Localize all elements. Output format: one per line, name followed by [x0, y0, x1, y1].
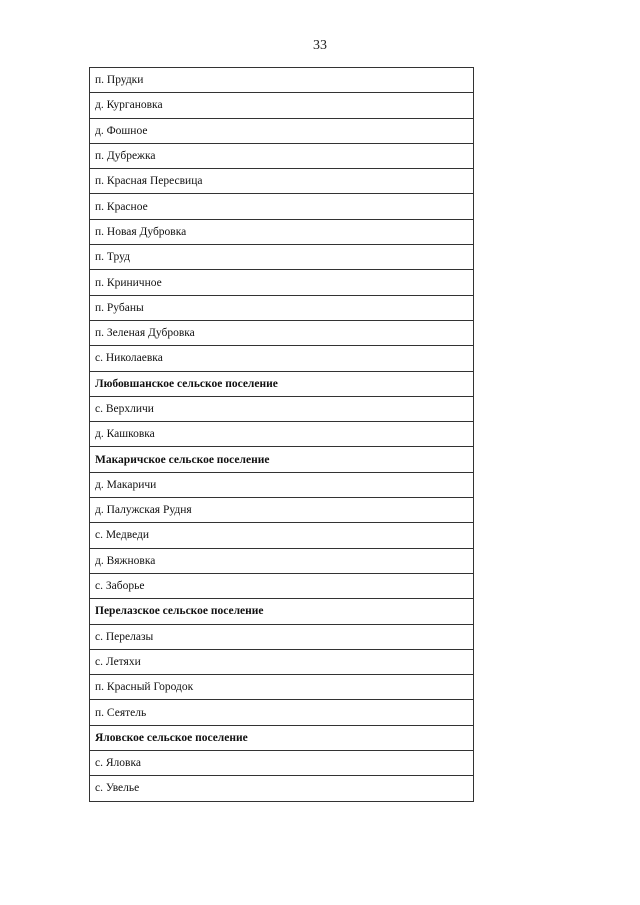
settlement-name: п. Рубаны [90, 295, 474, 320]
settlement-row [90, 194, 474, 219]
settlement-name: п. Сеятель [90, 700, 474, 725]
settlement-row [90, 270, 474, 295]
settlement-row [90, 548, 474, 573]
settlement-row [90, 624, 474, 649]
settlement-name: д. Кургановка [90, 93, 474, 118]
settlement-row [90, 143, 474, 168]
settlement-group-header-row [90, 725, 474, 750]
settlement-name: п. Труд [90, 245, 474, 270]
settlement-row [90, 320, 474, 345]
settlement-name: с. Верхличи [90, 396, 474, 421]
settlement-row [90, 346, 474, 371]
settlement-name: д. Макаричи [90, 472, 474, 497]
settlement-group-name: Макаричское сельское поселение [90, 447, 474, 472]
settlement-row [90, 93, 474, 118]
settlement-name: с. Заборье [90, 573, 474, 598]
settlement-name: п. Дубрежка [90, 143, 474, 168]
settlement-row [90, 118, 474, 143]
settlement-name: п. Прудки [90, 68, 474, 93]
settlement-name: п. Новая Дубровка [90, 219, 474, 244]
settlement-row [90, 422, 474, 447]
settlement-name: п. Красное [90, 194, 474, 219]
settlement-name: д. Кашковка [90, 422, 474, 447]
settlement-name: с. Николаевка [90, 346, 474, 371]
settlement-row [90, 472, 474, 497]
settlement-name: с. Летяхи [90, 649, 474, 674]
settlement-name: с. Увелье [90, 776, 474, 801]
settlement-name: с. Перелазы [90, 624, 474, 649]
settlement-name: д. Палужская Рудня [90, 498, 474, 523]
settlement-row [90, 573, 474, 598]
settlement-row [90, 675, 474, 700]
settlement-row [90, 776, 474, 801]
settlement-group-name: Яловское сельское поселение [90, 725, 474, 750]
settlement-row [90, 169, 474, 194]
settlement-name: д. Вяжновка [90, 548, 474, 573]
settlement-table [89, 67, 474, 802]
settlement-row [90, 295, 474, 320]
settlement-row [90, 219, 474, 244]
settlement-row [90, 649, 474, 674]
settlement-group-header-row [90, 371, 474, 396]
settlement-name: д. Фошное [90, 118, 474, 143]
settlement-name: п. Зеленая Дубровка [90, 320, 474, 345]
settlement-row [90, 396, 474, 421]
settlement-name: с. Яловка [90, 751, 474, 776]
settlement-row [90, 700, 474, 725]
settlement-group-header-row [90, 599, 474, 624]
settlement-row [90, 751, 474, 776]
settlement-row [90, 245, 474, 270]
settlement-group-name: Любовшанское сельское поселение [90, 371, 474, 396]
page-number: 33 [313, 38, 327, 53]
settlement-group-name: Перелазское сельское поселение [90, 599, 474, 624]
settlement-table-body [90, 68, 474, 802]
settlement-name: п. Криничное [90, 270, 474, 295]
settlement-name: п. Красная Пересвица [90, 169, 474, 194]
settlement-name: с. Медведи [90, 523, 474, 548]
settlement-row [90, 68, 474, 93]
settlement-row [90, 523, 474, 548]
settlement-row [90, 498, 474, 523]
settlement-group-header-row [90, 447, 474, 472]
settlement-name: п. Красный Городок [90, 675, 474, 700]
